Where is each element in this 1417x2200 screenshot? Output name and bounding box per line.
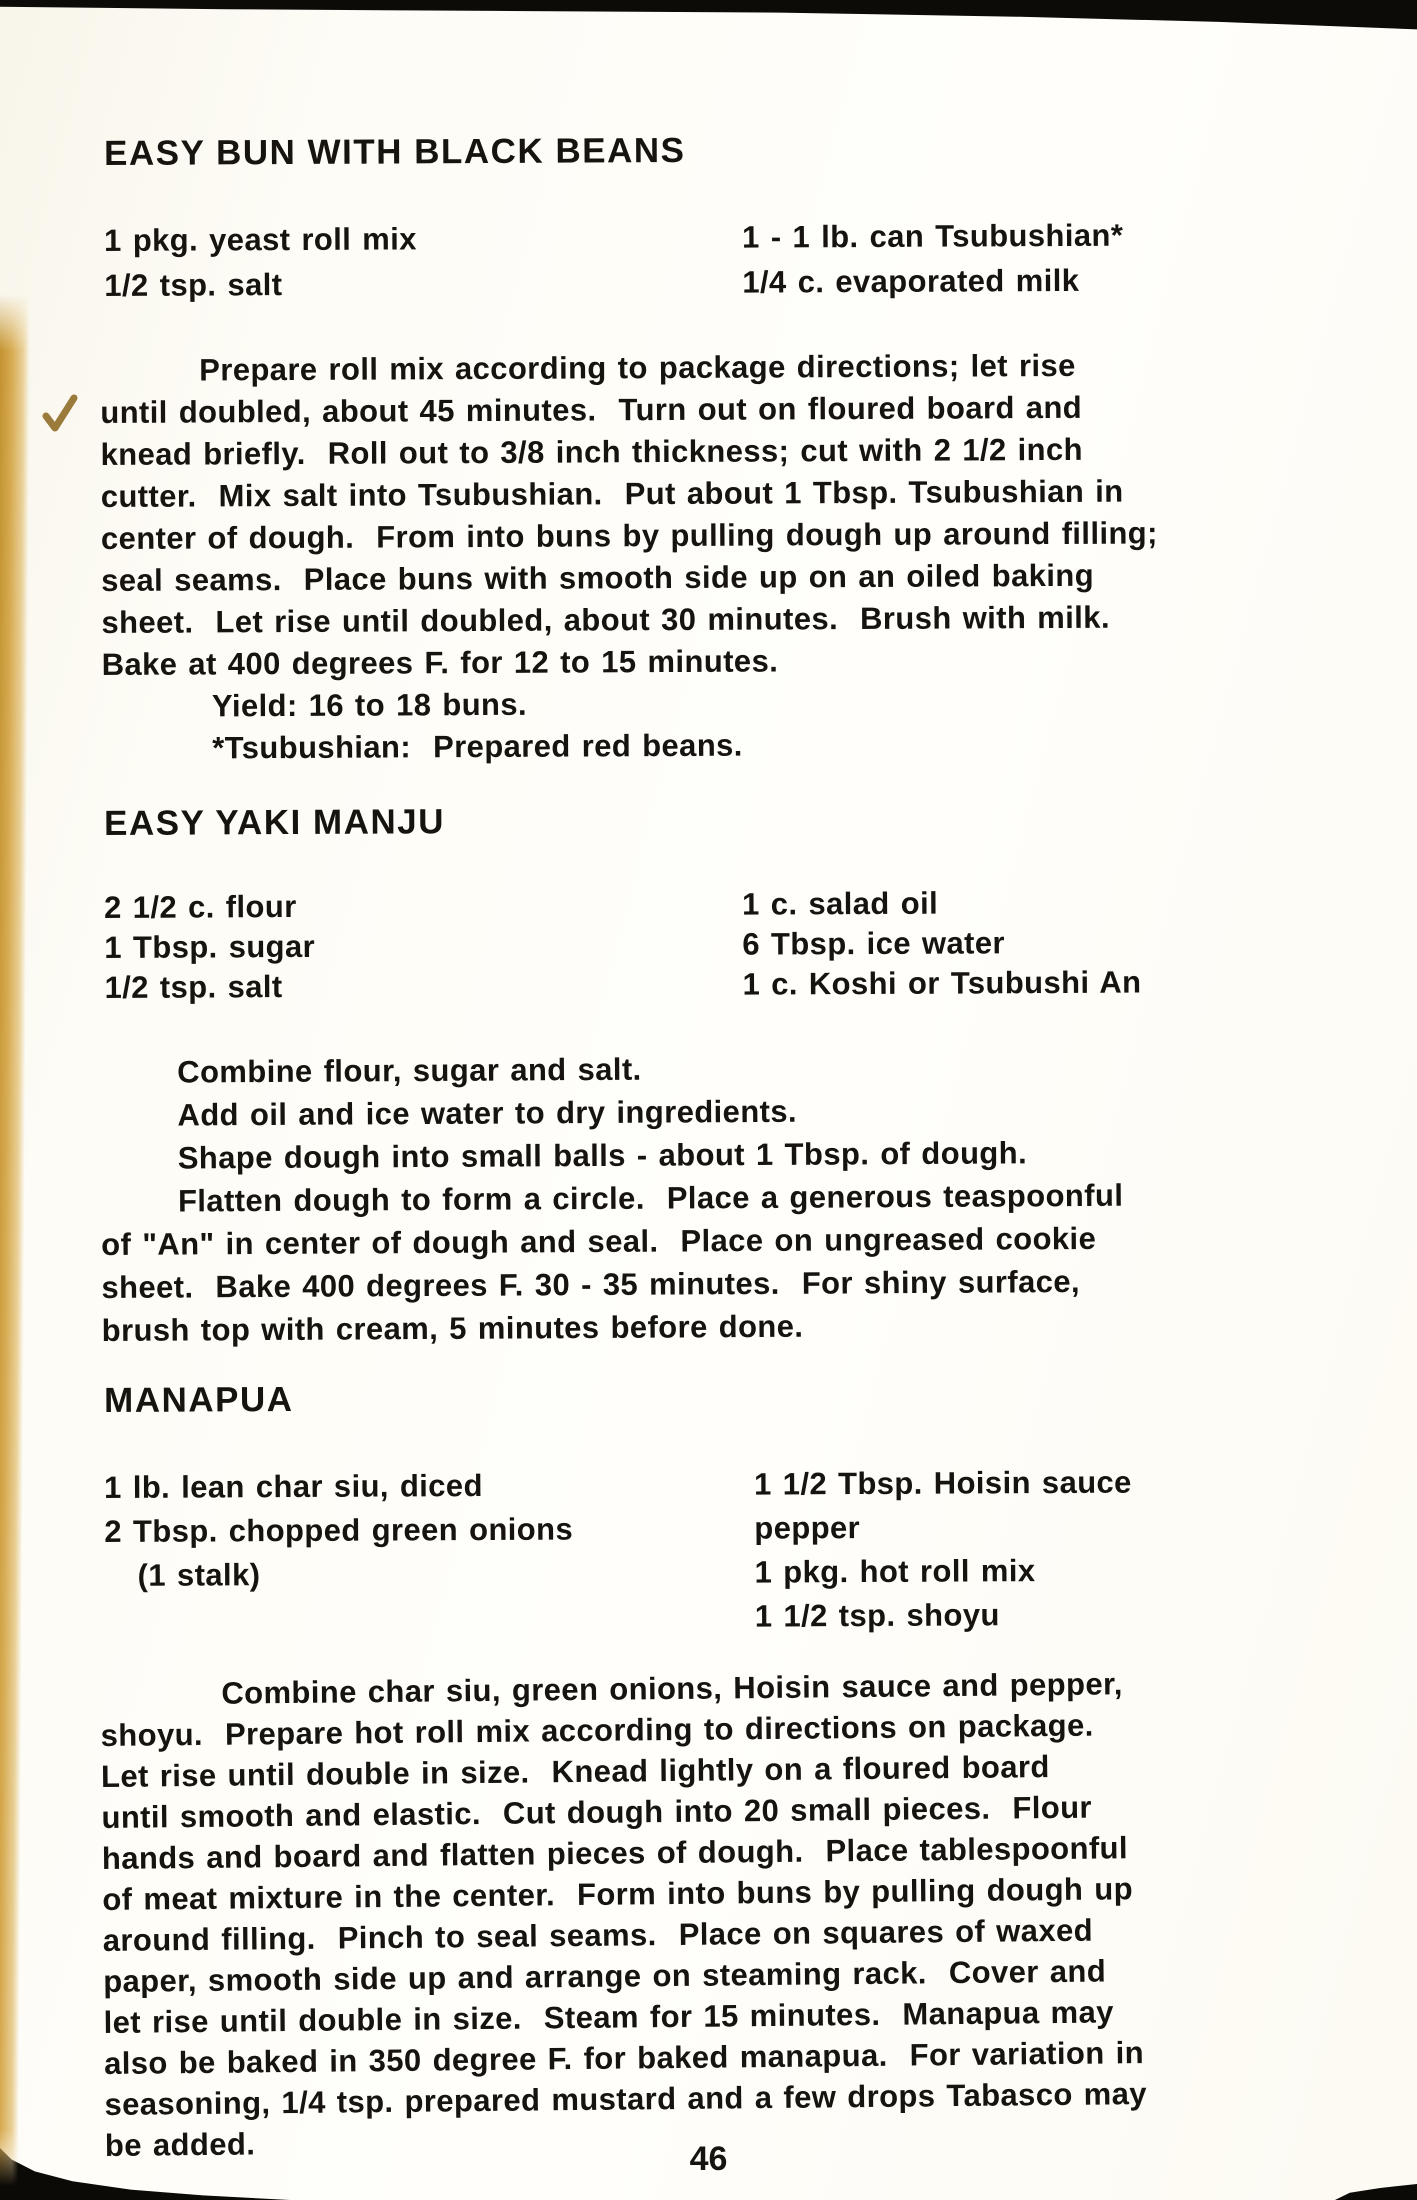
instructions-paragraph xyxy=(100,343,1382,770)
instruction-line: of "An" in center of dough and seal. Place on ungreased cookie xyxy=(101,1220,1097,1262)
ingredient-line: 1 pkg. yeast roll mix xyxy=(104,221,417,258)
instruction-line: Yield: 16 to 18 buns. xyxy=(101,686,528,724)
ingredients-column-left xyxy=(104,216,417,308)
instruction-line: Add oil and ice water to dry ingredients. xyxy=(100,1093,798,1133)
instruction-line: Let rise until double in size. Knead lightly on a floured board xyxy=(100,1749,1050,1794)
ingredient-line: 1 c. salad oil xyxy=(742,885,939,922)
ingredient-line: 1/2 tsp. salt xyxy=(104,969,283,1005)
instruction-line: Prepare roll mix according to package directions; let rise xyxy=(100,347,1076,388)
ingredient-line: 6 Tbsp. ice water xyxy=(742,925,1006,962)
instruction-line: be added. xyxy=(104,2126,256,2163)
instruction-line: cutter. Mix salt into Tsubushian. Put about 1 Tbsp. Tsubushian in xyxy=(100,473,1124,514)
scan-corner-bottom-right xyxy=(1335,2184,1417,2200)
instruction-line: hands and board and flatten pieces of dough. Place tablespoonful xyxy=(101,1830,1129,1876)
instruction-line: Combine flour, sugar and salt. xyxy=(100,1051,642,1090)
instruction-line: knead briefly. Roll out to 3/8 inch thickness; cut with 2 1/2 inch xyxy=(100,431,1084,472)
page-edge-gold-stripe xyxy=(0,294,30,2186)
ingredients-column-right xyxy=(742,883,1142,1005)
ingredient-line: 1 Tbsp. sugar xyxy=(104,928,316,965)
scan-edge-top xyxy=(0,0,1417,42)
instruction-line: Bake at 400 degrees F. for 12 to 15 minutes. xyxy=(101,643,779,682)
instruction-line: until smooth and elastic. Cut dough into 20 small pieces. Flour xyxy=(101,1789,1093,1835)
recipe-title: EASY BUN WITH BLACK BEANS xyxy=(104,130,686,173)
instruction-line: sheet. Bake 400 degrees F. 30 - 35 minutes. For shiny surface, xyxy=(101,1264,1081,1305)
instruction-line: also be baked in 350 degree F. for baked manapua. For variation in xyxy=(103,2035,1145,2081)
ingredients-section xyxy=(104,881,1374,1005)
ingredient-line: 1 pkg. hot roll mix xyxy=(754,1553,1036,1590)
instruction-line: around filling. Pinch to seal seams. Place on squares of waxed xyxy=(102,1912,1094,1958)
ingredient-line: 1 lb. lean char siu, diced xyxy=(104,1468,483,1505)
instruction-line: until doubled, about 45 minutes. Turn out on floured board and xyxy=(100,389,1083,430)
instruction-line: of meat mixture in the center. Form into buns by pulling dough up xyxy=(102,1871,1134,1917)
instruction-line: seal seams. Place buns with smooth side up on an oiled baking xyxy=(101,557,1095,598)
instruction-line: Flatten dough to form a circle. Place a generous teaspoonful xyxy=(100,1177,1124,1219)
instruction-line: paper, smooth side up and arrange on steaming rack. Cover and xyxy=(103,1953,1107,1999)
ingredient-line: 1 - 1 lb. can Tsubushian* xyxy=(742,217,1124,255)
pencil-checkmark-artifact xyxy=(38,390,82,438)
ingredient-line: (1 stalk) xyxy=(104,1557,261,1593)
instructions-paragraph xyxy=(100,1661,1385,2166)
instruction-line: Combine char siu, green onions, Hoisin sauce and pepper, xyxy=(100,1666,1123,1712)
recipe-title: MANAPUA xyxy=(104,1380,294,1420)
instruction-line: Shape dough into small balls - about 1 Tbsp. of dough. xyxy=(100,1135,1028,1176)
page-number: 46 xyxy=(689,2140,728,2178)
ingredients-column-right xyxy=(742,213,1124,305)
instruction-line: let rise until double in size. Steam for 15 minutes. Manapua may xyxy=(103,1994,1114,2040)
ingredient-line: 1/2 tsp. salt xyxy=(104,267,283,303)
ingredient-line: 2 Tbsp. chopped green onions xyxy=(104,1511,574,1549)
instruction-line: sheet. Let rise until doubled, about 30 minutes. Brush with milk. xyxy=(101,599,1111,640)
ingredient-line: 1 c. Koshi or Tsubushi An xyxy=(742,964,1142,1002)
ingredients-column-right xyxy=(754,1461,1133,1639)
ingredients-column-left xyxy=(104,1464,573,1598)
instructions-paragraph xyxy=(100,1043,1382,1352)
instruction-line: seasoning, 1/4 tsp. prepared mustard and a few drops Tabasco may xyxy=(104,2076,1148,2122)
ingredient-line: 2 1/2 c. flour xyxy=(104,888,297,925)
ingredient-line: 1 1/2 tsp. shoyu xyxy=(754,1597,1000,1634)
instruction-line: center of dough. From into buns by pulling dough up around filling; xyxy=(100,515,1158,556)
ingredient-line: 1/4 c. evaporated milk xyxy=(742,262,1080,300)
ingredient-line: 1 1/2 Tbsp. Hoisin sauce xyxy=(754,1464,1132,1502)
instruction-line: *Tsubushian: Prepared red beans. xyxy=(101,727,743,766)
ingredient-line: pepper xyxy=(754,1510,861,1546)
instruction-line: shoyu. Prepare hot roll mix according to directions on package. xyxy=(100,1707,1094,1753)
recipe-title: EASY YAKI MANJU xyxy=(104,802,446,843)
ingredients-section xyxy=(104,1459,1374,1634)
ingredients-column-left xyxy=(104,887,315,1008)
ingredients-section xyxy=(104,211,1374,303)
instruction-line: brush top with cream, 5 minutes before done. xyxy=(101,1308,804,1348)
